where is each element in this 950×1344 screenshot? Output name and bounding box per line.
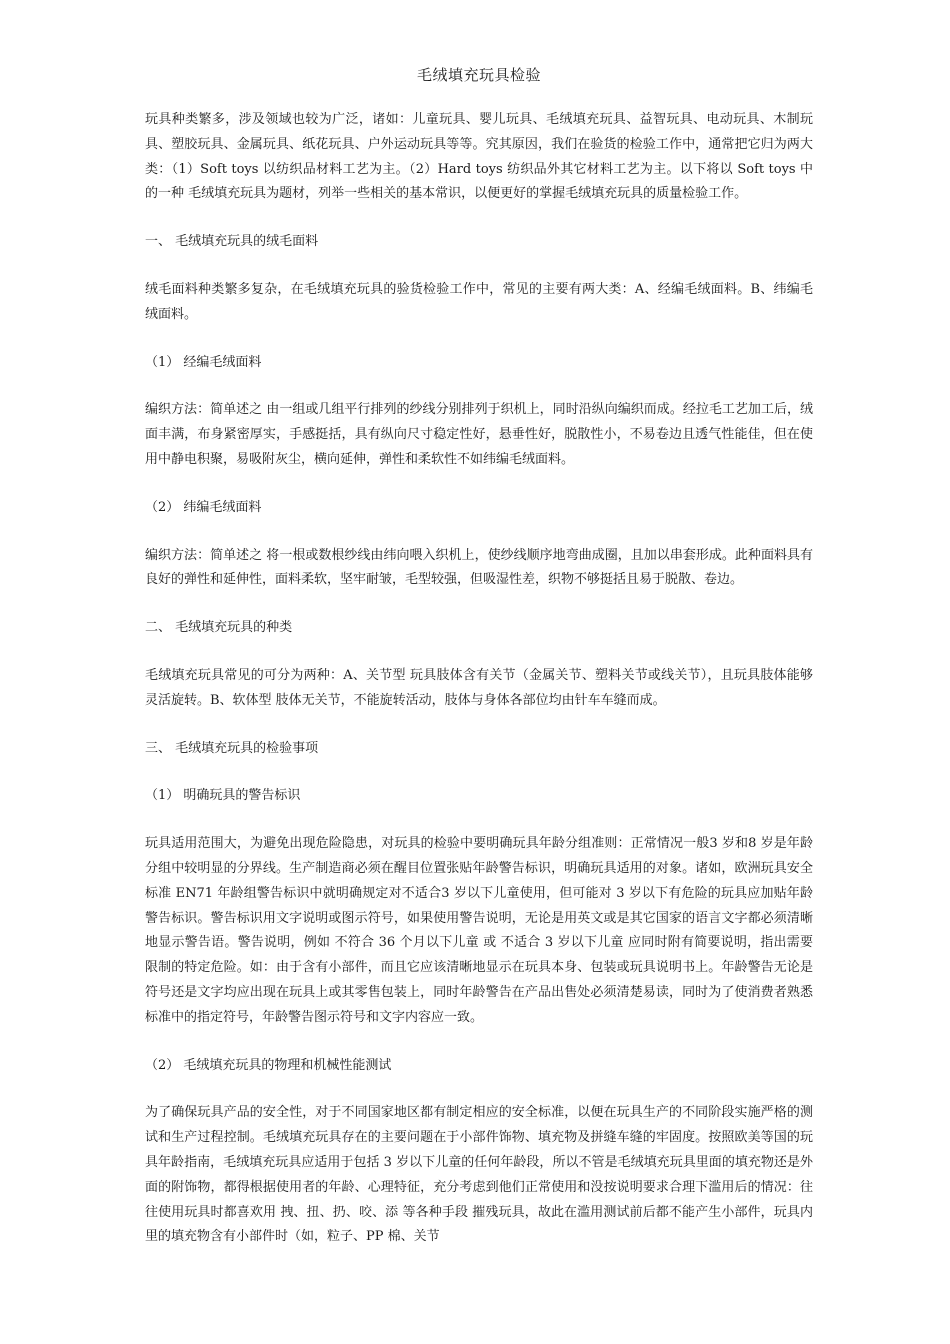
weft-knit-paragraph: 编织方法：简单述之 将一根或数根纱线由纬向喂入织机上，使纱线顺序地弯曲成圈，且加以串套形成。此种面料具有良好的弹性和延伸性，面料柔软，坚牢耐皱，毛型较强，但吸湿性差，织物不够挺括且易于脱散、卷边。	[145, 547, 813, 588]
subheading-weft-knit: （2） 纬编毛绒面料	[145, 499, 262, 515]
mechanical-tests-paragraph: 为了确保玩具产品的安全性，对于不同国家地区都有制定相应的安全标准，以便在玩具生产的不同阶段实施严格的测试和生产过程控制。毛绒填充玩具存在的主要问题在于小部件饰物、填充物及拼缝车缝的牢固度。按照欧美等国的玩具年龄指南，毛绒填充玩具应适用于包括 3 岁以下儿童的任何年龄段，所以不管是毛绒填充玩具里面的填充物还是外面的附饰物，都得根据使用者的年龄、心理特征，充分考虑到他们正常使用和没按说明要求合理下滥用后的情况：往往使用玩具时都喜欢用 拽、扭、扔、咬、添 等各种手段 摧残玩具，故此在滥用测试前后都不能产生小部件，玩具内里的填充物含有小部件时（如，粒子、PP 棉、关节	[145, 1105, 813, 1245]
subheading-warp-knit: （1） 经编毛绒面料	[145, 354, 262, 370]
subheading-mechanical-tests: （2） 毛绒填充玩具的物理和机械性能测试	[145, 1057, 392, 1073]
section-heading-2: 二、 毛绒填充玩具的种类	[145, 620, 293, 636]
intro-paragraph: 玩具种类繁多，涉及领域也较为广泛，诸如：儿童玩具、婴儿玩具、毛绒填充玩具、益智玩具、电动玩具、木制玩具、塑胶玩具、金属玩具、纸花玩具、户外运动玩具等等。究其原因，我们在验货的检验工作中，通常把它归为两大类：（1）Soft toys 以纺织品材料工艺为主。（2）Hard toys 纺织品外其它材料工艺为主。以下将以 Soft toys 中的一种 毛绒填充玩具为题材，列举一些相关的基本常识，以便更好的掌握毛绒填充玩具的质量检验工作。	[145, 112, 813, 202]
section-heading-3: 三、 毛绒填充玩具的检验事项	[145, 740, 319, 756]
warning-labels-paragraph: 玩具适用范围大，为避免出现危险隐患，对玩具的检验中要明确玩具年龄分组准则：正常情况一般3 岁和8 岁是年龄分组中较明显的分界线。生产制造商必须在醒目位置张贴年龄警告标识，明确玩具适用的对象。诸如，欧洲玩具安全标准 EN71 年龄组警告标识中就明确规定对不适合3 岁以下儿童使用，但可能对 3 岁以下有危险的玩具应加贴年龄警告标识。警告标识用文字说明或图示符号，如果使用警告说明，无论是用英文或是其它国家的语言文字都必须清晰地显示警告语。警告说明，例如 不符合 36 个月以下儿童 或 不适合 3 岁以下儿童 应同时附有简要说明，指出需要限制的特定危险。如：由于含有小部件，而且它应该清晰地显示在玩具本身、包装或玩具说明书上。年龄警告无论是符号还是文字均应出现在玩具上或其零售包装上，同时年龄警告在产品出售处必须清楚易读，同时为了使消费者熟悉标准中的指定符号，年龄警告图示符号和文字内容应一致。	[145, 836, 813, 1025]
subheading-warning-labels: （1） 明确玩具的警告标识	[145, 788, 301, 804]
types-paragraph: 毛绒填充玩具常见的可分为两种：A、关节型 玩具肢体含有关节（金属关节、塑料关节或线关节），且玩具肢体能够灵活旋转。B、软体型 肢体无关节，不能旋转活动，肢体与身体各部位均由针车车缝而成。	[145, 667, 813, 708]
document-page	[145, 62, 813, 1273]
fabric-paragraph: 绒毛面料种类繁多复杂，在毛绒填充玩具的验货检验工作中，常见的主要有两大类：A、经编毛绒面料。B、纬编毛绒面料。	[145, 281, 813, 322]
warp-knit-paragraph: 编织方法：简单述之 由一组或几组平行排列的纱线分别排列于织机上，同时沿纵向编织而成。经拉毛工艺加工后，绒面丰满，布身紧密厚实，手感挺括，具有纵向尺寸稳定性好，悬垂性好，脱散性小，不易卷边且透气性能佳，但在使用中静电积聚，易吸附灰尘，横向延伸，弹性和柔软性不如纬编毛绒面料。	[145, 402, 813, 467]
document-title: 毛绒填充玩具检验	[416, 66, 541, 84]
section-heading-1: 一、 毛绒填充玩具的绒毛面料	[145, 234, 319, 250]
